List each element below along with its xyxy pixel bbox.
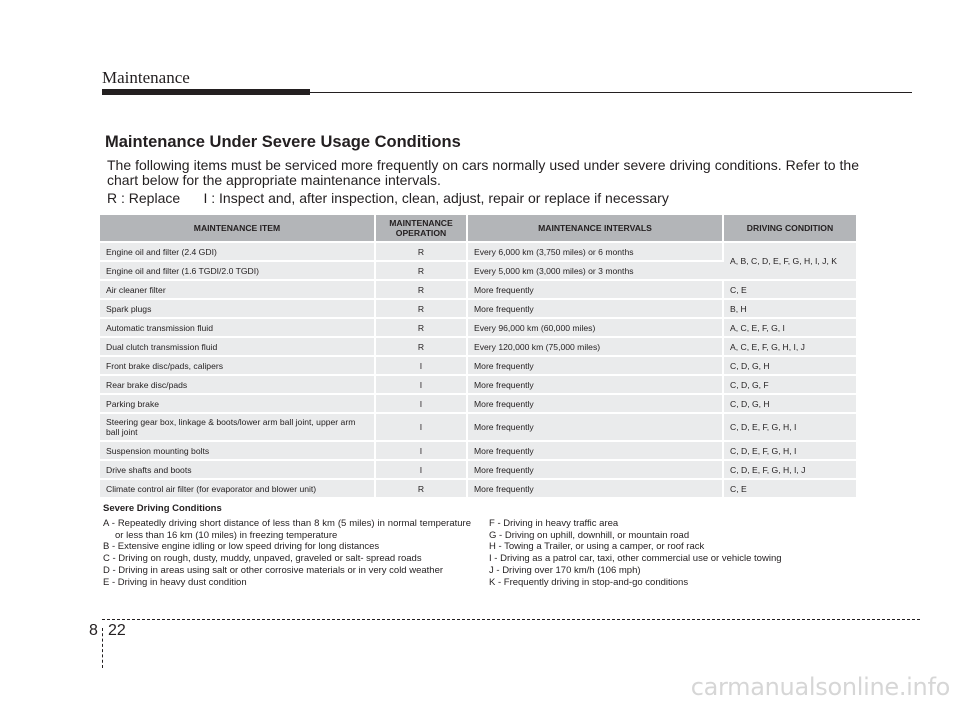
item-cell: Drive shafts and boots xyxy=(100,461,376,478)
condition-cell: A, B, C, D, E, F, G, H, I, J, K xyxy=(724,243,856,279)
table-row xyxy=(100,300,856,317)
interval-cell: More frequently xyxy=(468,357,724,374)
intro-paragraph: The following items must be serviced more frequently on cars normally used under severe driving conditions. Refer to the chart below for the appropriate maintenance intervals. xyxy=(107,157,859,188)
item-cell: Dual clutch transmission fluid xyxy=(100,338,376,355)
interval-cell: More frequently xyxy=(468,395,724,412)
header-intervals: MAINTENANCE INTERVALS xyxy=(468,215,724,241)
item-cell: Spark plugs xyxy=(100,300,376,317)
table-row xyxy=(100,338,856,355)
table-row xyxy=(100,357,856,374)
condition-e: E - Driving in heavy dust condition xyxy=(103,576,247,588)
interval-cell: Every 96,000 km (60,000 miles) xyxy=(468,319,724,336)
operation-cell: R xyxy=(376,480,468,497)
operation-cell: I xyxy=(376,442,468,459)
header-condition: DRIVING CONDITION xyxy=(724,215,856,241)
operation-cell: I xyxy=(376,357,468,374)
table-row xyxy=(100,414,856,440)
condition-cell: C, E xyxy=(724,480,856,497)
table-row xyxy=(100,480,856,497)
condition-cell: C, E xyxy=(724,281,856,298)
severe-conditions-left xyxy=(103,518,471,588)
item-cell: Suspension mounting bolts xyxy=(100,442,376,459)
severe-conditions-right xyxy=(489,518,869,588)
table-row xyxy=(100,395,856,412)
condition-d: D - Driving in areas using salt or other corrosive materials or in very cold weather xyxy=(103,564,444,576)
condition-cell: A, C, E, F, G, H, I, J xyxy=(724,338,856,355)
operation-cell: I xyxy=(376,395,468,412)
operation-cell: R xyxy=(376,281,468,298)
interval-cell: More frequently xyxy=(468,461,724,478)
watermark: carmanualsonline.info xyxy=(690,673,950,701)
section-title: Maintenance Under Severe Usage Conditions xyxy=(105,133,461,151)
condition-cell: C, D, E, F, G, H, I xyxy=(724,414,856,440)
condition-cell: C, D, G, F xyxy=(724,376,856,393)
severe-conditions-title: Severe Driving Conditions xyxy=(103,503,222,514)
operation-cell: R xyxy=(376,338,468,355)
item-cell: Engine oil and filter (1.6 TGDI/2.0 TGDI) xyxy=(100,262,376,279)
item-cell: Climate control air filter (for evaporator and blower unit) xyxy=(100,480,376,497)
condition-cell: C, D, E, F, G, H, I xyxy=(724,442,856,459)
condition-b: B - Extensive engine idling or low speed driving for long distances xyxy=(103,541,380,553)
item-cell: Air cleaner filter xyxy=(100,281,376,298)
condition-cell: B, H xyxy=(724,300,856,317)
operation-cell: R xyxy=(376,300,468,317)
operation-cell: R xyxy=(376,319,468,336)
condition-cell: A, C, E, F, G, I xyxy=(724,319,856,336)
footer-vertical-rule xyxy=(102,628,103,668)
table-row xyxy=(100,376,856,393)
condition-j: J - Driving over 170 km/h (106 mph) xyxy=(489,564,641,576)
operation-cell: R xyxy=(376,262,468,279)
condition-f: F - Driving in heavy traffic area xyxy=(489,518,619,529)
table-header-row xyxy=(100,215,856,241)
running-header: Maintenance xyxy=(102,68,190,87)
table-row xyxy=(100,281,856,298)
table-row xyxy=(100,442,856,459)
condition-h: H - Towing a Trailer, or using a camper, or roof rack xyxy=(489,541,705,553)
condition-a: A - Repeatedly driving short distance of less than 8 km (5 miles) in normal temperature or less than 16 km (10 miles) in freezing temperature xyxy=(103,518,471,541)
condition-cell: C, D, G, H xyxy=(724,357,856,374)
operation-cell: I xyxy=(376,414,468,440)
condition-k: K - Frequently driving in stop-and-go conditions xyxy=(489,576,689,588)
item-cell: Parking brake xyxy=(100,395,376,412)
item-cell: Front brake disc/pads, calipers xyxy=(100,357,376,374)
condition-c: C - Driving on rough, dusty, muddy, unpaved, graveled or salt- spread roads xyxy=(103,553,422,565)
interval-cell: More frequently xyxy=(468,300,724,317)
maintenance-table xyxy=(100,213,856,499)
condition-cell: C, D, E, F, G, H, I, J xyxy=(724,461,856,478)
table-row xyxy=(100,461,856,478)
item-cell: Rear brake disc/pads xyxy=(100,376,376,393)
operation-cell: I xyxy=(376,461,468,478)
header-rule xyxy=(102,92,912,93)
interval-cell: More frequently xyxy=(468,442,724,459)
header-item: MAINTENANCE ITEM xyxy=(100,215,376,241)
interval-cell: More frequently xyxy=(468,281,724,298)
condition-g: G - Driving on uphill, downhill, or mountain road xyxy=(489,529,690,541)
page-number: 22 xyxy=(108,622,126,639)
table-row xyxy=(100,319,856,336)
interval-cell: More frequently xyxy=(468,376,724,393)
footer-rule xyxy=(102,619,920,620)
interval-cell: Every 5,000 km (3,000 miles) or 3 months xyxy=(468,262,724,279)
item-cell: Steering gear box, linkage & boots/lower arm ball joint, upper arm ball joint xyxy=(100,414,376,440)
interval-cell: Every 6,000 km (3,750 miles) or 6 months xyxy=(468,243,724,260)
operation-legend: R : Replace I : Inspect and, after inspection, clean, adjust, repair or replace if necessary xyxy=(107,190,669,206)
header-operation: MAINTENANCE OPERATION xyxy=(376,215,468,241)
table-row xyxy=(100,243,856,260)
interval-cell: More frequently xyxy=(468,414,724,440)
interval-cell: More frequently xyxy=(468,480,724,497)
interval-cell: Every 120,000 km (75,000 miles) xyxy=(468,338,724,355)
operation-cell: R xyxy=(376,243,468,260)
chapter-number: 8 xyxy=(89,622,98,639)
condition-cell: C, D, G, H xyxy=(724,395,856,412)
condition-i: I - Driving as a patrol car, taxi, other commercial use or vehicle towing xyxy=(489,553,782,565)
operation-cell: I xyxy=(376,376,468,393)
item-cell: Engine oil and filter (2.4 GDI) xyxy=(100,243,376,260)
item-cell: Automatic transmission fluid xyxy=(100,319,376,336)
